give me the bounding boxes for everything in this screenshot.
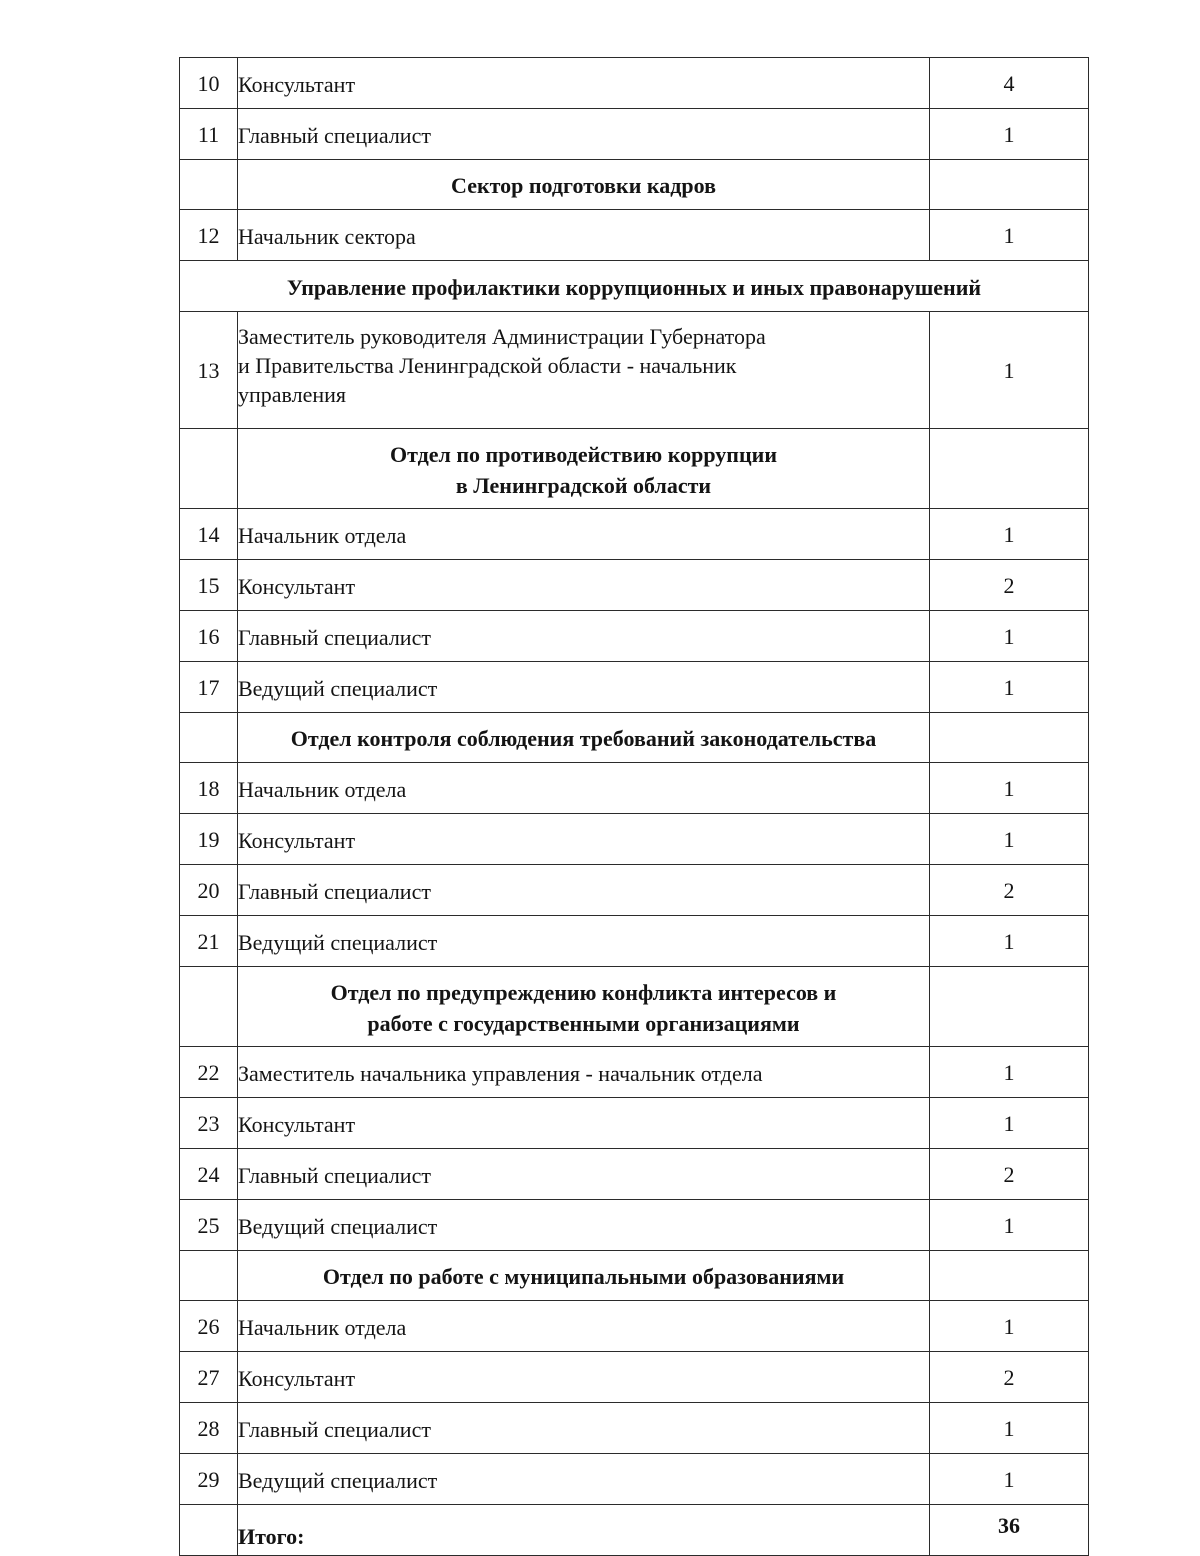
section-title-line: Отдел по предупреждению конфликта интересов и	[330, 979, 837, 1005]
position-count: 1	[930, 1098, 1089, 1149]
position-count: 1	[930, 210, 1089, 261]
staff-table-body	[180, 58, 1089, 1556]
table-row	[180, 814, 1089, 865]
row-number: 28	[180, 1403, 238, 1454]
position-count: 2	[930, 1352, 1089, 1403]
position-count: 1	[930, 662, 1089, 713]
total-count: 36	[930, 1505, 1089, 1556]
position-count: 1	[930, 1301, 1089, 1352]
position-count: 1	[930, 1200, 1089, 1251]
position-count: 1	[930, 1047, 1089, 1098]
empty-number-cell	[180, 967, 238, 1047]
row-number: 22	[180, 1047, 238, 1098]
empty-count-cell	[930, 1251, 1089, 1301]
row-number: 15	[180, 560, 238, 611]
row-number: 17	[180, 662, 238, 713]
section-title: Сектор подготовки кадров	[238, 160, 930, 210]
position-count: 2	[930, 560, 1089, 611]
empty-number-cell	[180, 1251, 238, 1301]
section-header-row	[180, 967, 1089, 1047]
position-count: 1	[930, 312, 1089, 429]
row-number: 23	[180, 1098, 238, 1149]
position-count: 1	[930, 611, 1089, 662]
section-title: Отдел по работе с муниципальными образованиями	[238, 1251, 930, 1301]
position-name: Ведущий специалист	[238, 1454, 930, 1505]
empty-count-cell	[930, 160, 1089, 210]
row-number: 25	[180, 1200, 238, 1251]
position-count: 2	[930, 1149, 1089, 1200]
position-name: Начальник отдела	[238, 509, 930, 560]
position-name: Заместитель начальника управления - начальник отдела	[238, 1047, 930, 1098]
table-row	[180, 58, 1089, 109]
table-row	[180, 763, 1089, 814]
department-title: Управление профилактики коррупционных и иных правонарушений	[180, 261, 1089, 312]
position-name-line: управления	[238, 382, 347, 407]
row-number: 24	[180, 1149, 238, 1200]
position-name-line: Заместитель руководителя Администрации Губернатора	[238, 324, 766, 349]
table-row	[180, 662, 1089, 713]
row-number: 19	[180, 814, 238, 865]
position-name: Консультант	[238, 1352, 930, 1403]
section-title-line: работе с государственными организациями	[367, 1010, 800, 1036]
position-count: 1	[930, 1403, 1089, 1454]
row-number: 13	[180, 312, 238, 429]
position-name: Консультант	[238, 814, 930, 865]
row-number: 21	[180, 916, 238, 967]
position-name: Консультант	[238, 58, 930, 109]
position-name: Консультант	[238, 560, 930, 611]
position-name: Главный специалист	[238, 611, 930, 662]
table-row	[180, 1098, 1089, 1149]
section-header-row	[180, 713, 1089, 763]
position-count: 2	[930, 865, 1089, 916]
table-row	[180, 1352, 1089, 1403]
total-label: Итого:	[238, 1505, 930, 1556]
section-title-line: в Ленинградской области	[455, 472, 712, 498]
row-number: 10	[180, 58, 238, 109]
position-name	[238, 312, 930, 429]
position-count: 1	[930, 814, 1089, 865]
section-title	[238, 429, 930, 509]
table-row	[180, 1454, 1089, 1505]
table-row	[180, 560, 1089, 611]
row-number: 20	[180, 865, 238, 916]
section-header-row	[180, 1251, 1089, 1301]
table-row	[180, 611, 1089, 662]
empty-count-cell	[930, 713, 1089, 763]
section-header-row	[180, 429, 1089, 509]
position-name: Главный специалист	[238, 109, 930, 160]
table-row	[180, 109, 1089, 160]
section-title: Отдел контроля соблюдения требований законодательства	[238, 713, 930, 763]
table-row	[180, 1403, 1089, 1454]
position-count: 1	[930, 763, 1089, 814]
empty-count-cell	[930, 967, 1089, 1047]
table-row	[180, 1047, 1089, 1098]
table-row	[180, 1301, 1089, 1352]
section-header-row	[180, 160, 1089, 210]
row-number: 16	[180, 611, 238, 662]
table-row	[180, 509, 1089, 560]
total-row	[180, 1505, 1089, 1556]
empty-number-cell	[180, 160, 238, 210]
position-count: 1	[930, 916, 1089, 967]
empty-count-cell	[930, 429, 1089, 509]
position-count: 4	[930, 58, 1089, 109]
row-number: 29	[180, 1454, 238, 1505]
table-row	[180, 916, 1089, 967]
row-number: 14	[180, 509, 238, 560]
position-name: Ведущий специалист	[238, 662, 930, 713]
staff-table	[179, 57, 1089, 1556]
position-name: Ведущий специалист	[238, 1200, 930, 1251]
empty-number-cell	[180, 429, 238, 509]
position-name: Главный специалист	[238, 865, 930, 916]
position-name: Начальник сектора	[238, 210, 930, 261]
position-count: 1	[930, 1454, 1089, 1505]
row-number: 11	[180, 109, 238, 160]
row-number: 26	[180, 1301, 238, 1352]
empty-number-cell	[180, 713, 238, 763]
section-title-line: Отдел по противодействию коррупции	[389, 441, 778, 467]
table-row	[180, 312, 1089, 429]
table-row	[180, 865, 1089, 916]
table-row	[180, 1149, 1089, 1200]
row-number: 27	[180, 1352, 238, 1403]
empty-number-cell	[180, 1505, 238, 1556]
position-name: Главный специалист	[238, 1149, 930, 1200]
position-name: Ведущий специалист	[238, 916, 930, 967]
position-count: 1	[930, 109, 1089, 160]
position-name: Главный специалист	[238, 1403, 930, 1454]
row-number: 12	[180, 210, 238, 261]
row-number: 18	[180, 763, 238, 814]
table-row	[180, 210, 1089, 261]
position-name: Начальник отдела	[238, 763, 930, 814]
position-name: Начальник отдела	[238, 1301, 930, 1352]
position-name: Консультант	[238, 1098, 930, 1149]
table-row	[180, 1200, 1089, 1251]
position-name-line: и Правительства Ленинградской области - начальник	[238, 353, 737, 378]
section-title	[238, 967, 930, 1047]
position-count: 1	[930, 509, 1089, 560]
department-header-row	[180, 261, 1089, 312]
